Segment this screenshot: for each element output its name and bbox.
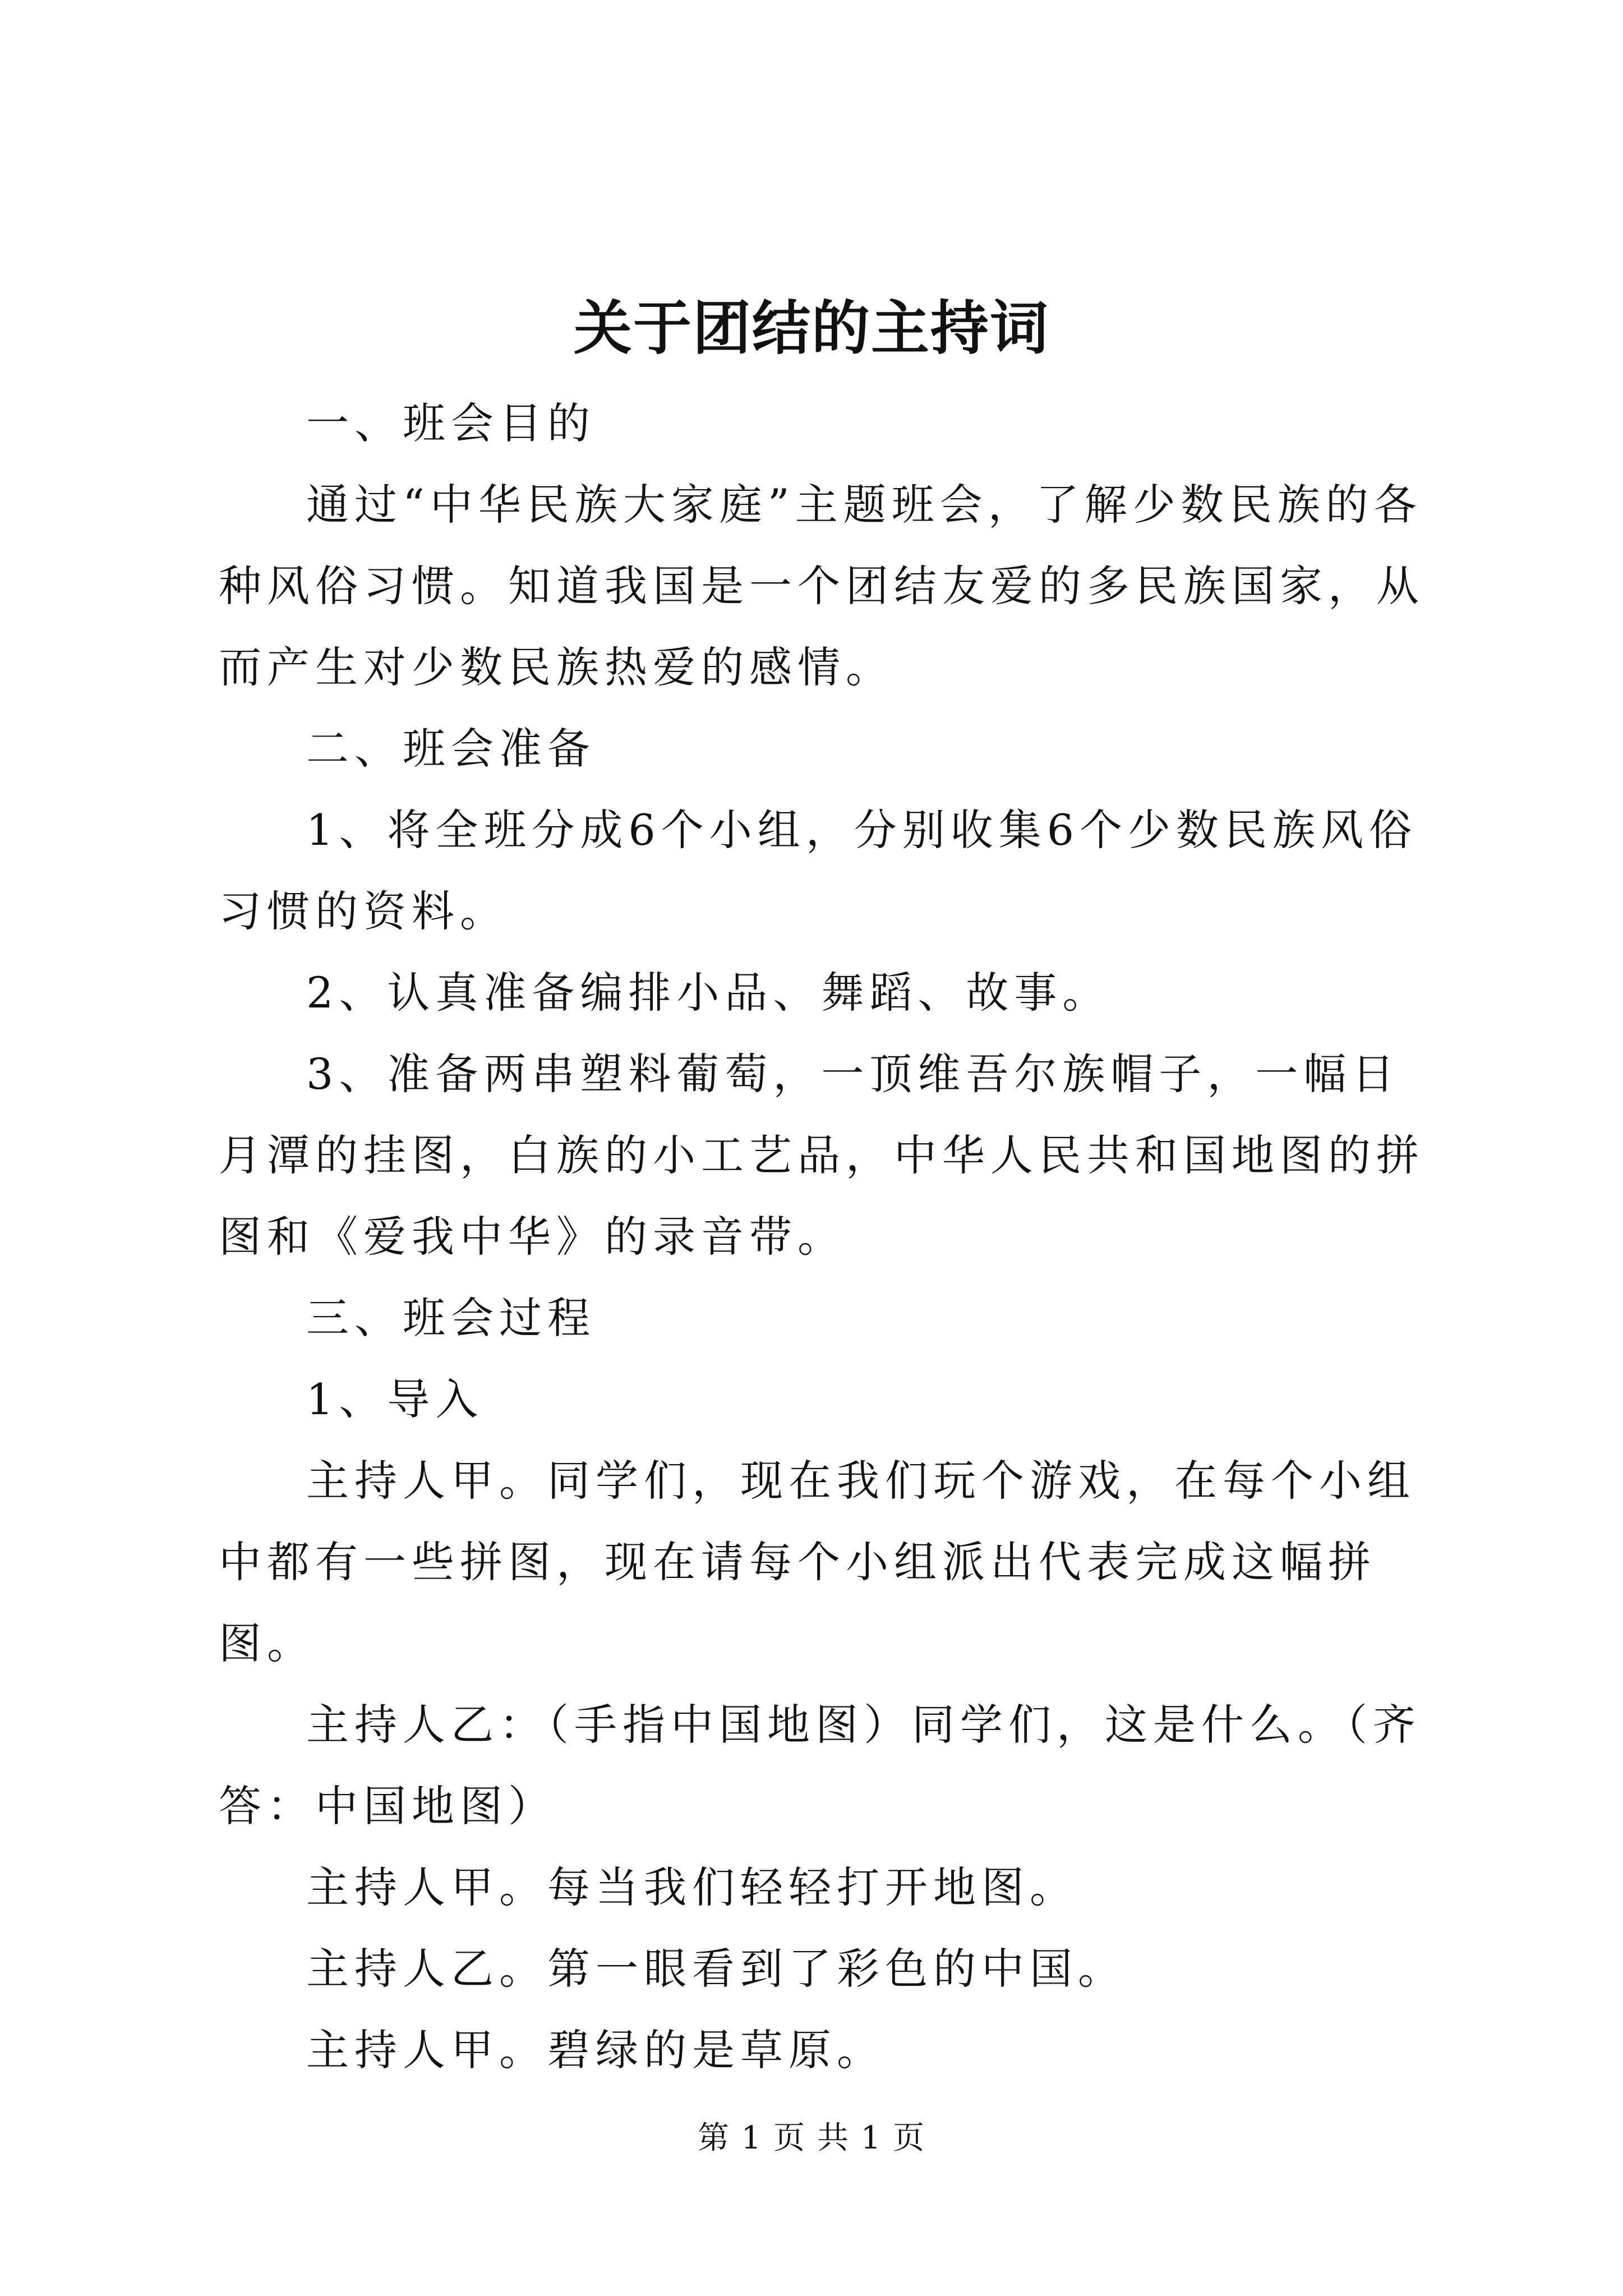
page-footer: 第 1 页 共 1 页 [697, 2120, 926, 2156]
preparation-item-3: 3、准备两串塑料葡萄，一顶维吾尔族帽子，一幅日月潭的挂图，白族的小工艺品，中华人民共和国地图的拼图和《爱我中华》的录音带。 [219, 1049, 1424, 1262]
host-b-line-1: 主持人乙：（手指中国地图）同学们，这是什么。（齐答：中国地图） [219, 1700, 1421, 1831]
section-heading-process: 三、班会过程 [306, 1293, 596, 1343]
document-body [219, 383, 1424, 2091]
host-a-line-2: 主持人甲。每当我们轻轻打开地图。 [306, 1862, 1078, 1912]
section-heading-preparation: 二、班会准备 [306, 724, 596, 774]
section-heading-purpose: 一、班会目的 [306, 398, 596, 448]
host-a-line-3: 主持人甲。碧绿的是草原。 [306, 2025, 885, 2075]
host-a-line-1: 主持人甲。同学们，现在我们玩个游戏，在每个小组中都有一些拼图，现在请每个小组派出代表完成这幅拼图。 [219, 1456, 1415, 1668]
purpose-paragraph: 通过“中华民族大家庭”主题班会，了解少数民族的各种风俗习惯。知道我国是一个团结友爱的多民族国家，从而产生对少数民族热爱的感情。 [219, 480, 1424, 692]
preparation-item-1: 1、将全班分成6个小组，分别收集6个少数民族风俗习惯的资料。 [219, 805, 1418, 936]
document-title: 关于团结的主持词 [573, 293, 1049, 362]
process-step-intro: 1、导入 [306, 1374, 484, 1424]
host-b-line-2: 主持人乙。第一眼看到了彩色的中国。 [306, 1944, 1126, 1994]
preparation-item-2: 2、认真准备编排小品、舞蹈、故事。 [306, 968, 1111, 1018]
